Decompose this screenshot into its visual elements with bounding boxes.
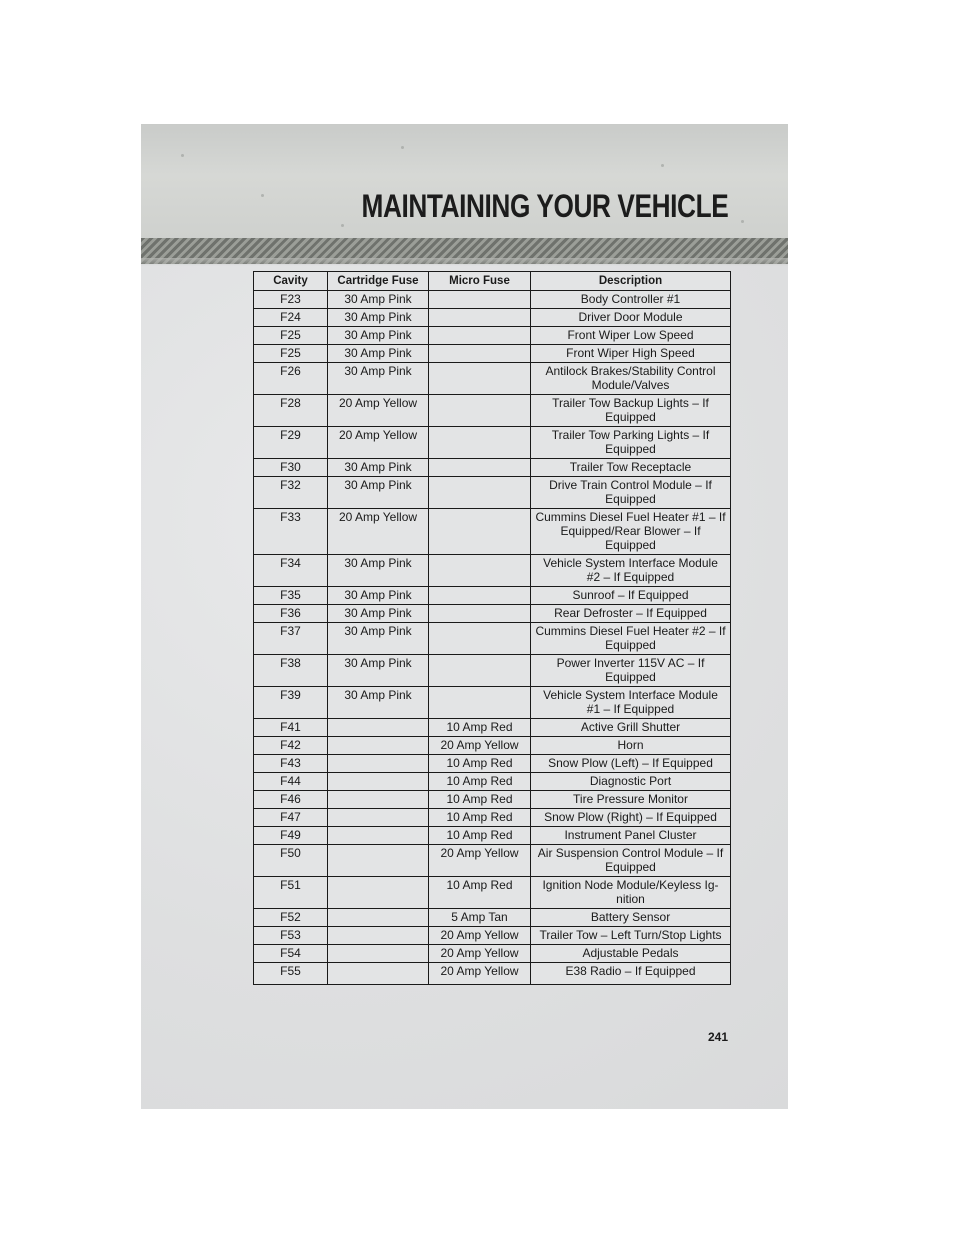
cell-micro xyxy=(429,309,531,327)
table-row xyxy=(254,845,731,877)
cell-cavity: F41 xyxy=(254,719,328,737)
cell-description: E38 Radio – If Equipped xyxy=(531,963,731,985)
cell-micro: 10 Amp Red xyxy=(429,827,531,845)
cell-cartridge: 20 Amp Yellow xyxy=(328,509,429,555)
cell-description: Diagnostic Port xyxy=(531,773,731,791)
fuse-table xyxy=(253,271,731,985)
cell-micro xyxy=(429,587,531,605)
cell-cartridge xyxy=(328,845,429,877)
cell-description: Ignition Node Module/Keyless Ig- nition xyxy=(531,877,731,909)
table-row xyxy=(254,909,731,927)
cell-cartridge xyxy=(328,827,429,845)
cell-cartridge: 20 Amp Yellow xyxy=(328,395,429,427)
cell-cavity: F24 xyxy=(254,309,328,327)
texture-speck xyxy=(341,224,344,227)
cell-cartridge: 30 Amp Pink xyxy=(328,477,429,509)
cell-description: Instrument Panel Cluster xyxy=(531,827,731,845)
cell-micro: 20 Amp Yellow xyxy=(429,963,531,985)
cell-cartridge: 30 Amp Pink xyxy=(328,327,429,345)
table-row xyxy=(254,587,731,605)
cell-micro: 10 Amp Red xyxy=(429,877,531,909)
cell-cartridge: 30 Amp Pink xyxy=(328,623,429,655)
table-row xyxy=(254,809,731,827)
cell-micro: 20 Amp Yellow xyxy=(429,945,531,963)
cell-micro: 20 Amp Yellow xyxy=(429,737,531,755)
cell-cartridge: 30 Amp Pink xyxy=(328,345,429,363)
table-row xyxy=(254,509,731,555)
table-row xyxy=(254,827,731,845)
table-row xyxy=(254,623,731,655)
cell-cartridge xyxy=(328,909,429,927)
table-row xyxy=(254,363,731,395)
cell-description: Power Inverter 115V AC – If Equipped xyxy=(531,655,731,687)
table-row xyxy=(254,309,731,327)
cell-cartridge: 30 Amp Pink xyxy=(328,687,429,719)
cell-description: Trailer Tow – Left Turn/Stop Lights xyxy=(531,927,731,945)
cell-cavity: F39 xyxy=(254,687,328,719)
table-row xyxy=(254,427,731,459)
cell-description: Snow Plow (Right) – If Equipped xyxy=(531,809,731,827)
cell-cavity: F46 xyxy=(254,791,328,809)
texture-speck xyxy=(261,194,264,197)
cell-cavity: F25 xyxy=(254,345,328,363)
cell-micro: 10 Amp Red xyxy=(429,719,531,737)
table-row xyxy=(254,755,731,773)
cell-description: Sunroof – If Equipped xyxy=(531,587,731,605)
cell-cartridge: 30 Amp Pink xyxy=(328,655,429,687)
cell-description: Driver Door Module xyxy=(531,309,731,327)
cell-cartridge: 30 Amp Pink xyxy=(328,363,429,395)
texture-speck xyxy=(181,154,184,157)
table-row xyxy=(254,459,731,477)
cell-micro: 5 Amp Tan xyxy=(429,909,531,927)
cell-micro: 20 Amp Yellow xyxy=(429,845,531,877)
cell-micro xyxy=(429,655,531,687)
cell-cavity: F28 xyxy=(254,395,328,427)
cell-cavity: F33 xyxy=(254,509,328,555)
cell-description: Trailer Tow Backup Lights – If Equipped xyxy=(531,395,731,427)
cell-micro xyxy=(429,459,531,477)
cell-description: Air Suspension Control Module – If Equipped xyxy=(531,845,731,877)
table-row xyxy=(254,791,731,809)
table-header-row xyxy=(254,272,731,291)
cell-cartridge xyxy=(328,927,429,945)
column-header-cavity: Cavity xyxy=(254,272,328,291)
cell-micro: 10 Amp Red xyxy=(429,773,531,791)
cell-cartridge xyxy=(328,963,429,985)
cell-cavity: F55 xyxy=(254,963,328,985)
cell-cartridge xyxy=(328,809,429,827)
cell-cavity: F38 xyxy=(254,655,328,687)
cell-micro xyxy=(429,427,531,459)
column-header-description: Description xyxy=(531,272,731,291)
table-row xyxy=(254,605,731,623)
cell-cavity: F43 xyxy=(254,755,328,773)
cell-description: Body Controller #1 xyxy=(531,291,731,309)
cell-cartridge xyxy=(328,791,429,809)
table-row xyxy=(254,945,731,963)
cell-cavity: F37 xyxy=(254,623,328,655)
cell-description: Vehicle System Interface Module #1 – If Equipped xyxy=(531,687,731,719)
cell-description: Snow Plow (Left) – If Equipped xyxy=(531,755,731,773)
cell-description: Drive Train Control Module – If Equipped xyxy=(531,477,731,509)
cell-cartridge: 30 Amp Pink xyxy=(328,555,429,587)
cell-description: Active Grill Shutter xyxy=(531,719,731,737)
cell-micro: 10 Amp Red xyxy=(429,755,531,773)
table-row xyxy=(254,737,731,755)
cell-micro xyxy=(429,395,531,427)
cell-cavity: F53 xyxy=(254,927,328,945)
texture-speck xyxy=(741,220,744,223)
cell-micro xyxy=(429,605,531,623)
cell-cavity: F36 xyxy=(254,605,328,623)
cell-cavity: F44 xyxy=(254,773,328,791)
table-row xyxy=(254,477,731,509)
cell-micro xyxy=(429,345,531,363)
table-row xyxy=(254,345,731,363)
table-row xyxy=(254,687,731,719)
cell-cartridge: 30 Amp Pink xyxy=(328,309,429,327)
cell-micro xyxy=(429,555,531,587)
texture-speck xyxy=(401,146,404,149)
table-row xyxy=(254,327,731,345)
table-row xyxy=(254,773,731,791)
cell-cavity: F29 xyxy=(254,427,328,459)
cell-description: Battery Sensor xyxy=(531,909,731,927)
cell-cartridge xyxy=(328,945,429,963)
cell-cavity: F25 xyxy=(254,327,328,345)
cell-description: Trailer Tow Receptacle xyxy=(531,459,731,477)
cell-micro xyxy=(429,509,531,555)
table-row xyxy=(254,291,731,309)
cell-micro xyxy=(429,363,531,395)
cell-cartridge: 30 Amp Pink xyxy=(328,605,429,623)
stripe-shadow xyxy=(141,258,788,266)
cell-cavity: F35 xyxy=(254,587,328,605)
cell-description: Trailer Tow Parking Lights – If Equipped xyxy=(531,427,731,459)
page-number: 241 xyxy=(708,1030,729,1044)
cell-description: Cummins Diesel Fuel Heater #1 – If Equipped/Rear Blower – If Equipped xyxy=(531,509,731,555)
cell-description: Cummins Diesel Fuel Heater #2 – If Equipped xyxy=(531,623,731,655)
cell-cartridge xyxy=(328,773,429,791)
cell-description: Front Wiper High Speed xyxy=(531,345,731,363)
table-row xyxy=(254,555,731,587)
cell-micro: 20 Amp Yellow xyxy=(429,927,531,945)
cell-cavity: F51 xyxy=(254,877,328,909)
table-row xyxy=(254,395,731,427)
texture-speck xyxy=(661,164,664,167)
cell-description: Front Wiper Low Speed xyxy=(531,327,731,345)
cell-cavity: F50 xyxy=(254,845,328,877)
section-title: MAINTAINING YOUR VEHICLE xyxy=(361,188,728,224)
cell-cavity: F26 xyxy=(254,363,328,395)
cell-cavity: F49 xyxy=(254,827,328,845)
cell-cartridge xyxy=(328,737,429,755)
cell-cartridge: 30 Amp Pink xyxy=(328,587,429,605)
cell-cavity: F42 xyxy=(254,737,328,755)
table-row xyxy=(254,655,731,687)
fuse-table-body xyxy=(254,291,731,985)
table-row xyxy=(254,963,731,985)
cell-micro: 10 Amp Red xyxy=(429,791,531,809)
cell-micro xyxy=(429,623,531,655)
cell-micro xyxy=(429,477,531,509)
cell-cartridge: 20 Amp Yellow xyxy=(328,427,429,459)
cell-micro: 10 Amp Red xyxy=(429,809,531,827)
cell-cavity: F34 xyxy=(254,555,328,587)
column-header-micro-fuse: Micro Fuse xyxy=(429,272,531,291)
section-header-banner xyxy=(141,124,788,238)
column-header-cartridge-fuse: Cartridge Fuse xyxy=(328,272,429,291)
cell-description: Tire Pressure Monitor xyxy=(531,791,731,809)
cell-description: Horn xyxy=(531,737,731,755)
cell-cartridge: 30 Amp Pink xyxy=(328,459,429,477)
cell-cartridge xyxy=(328,755,429,773)
cell-cavity: F23 xyxy=(254,291,328,309)
table-row xyxy=(254,719,731,737)
cell-description: Antilock Brakes/Stability Control Module/Valves xyxy=(531,363,731,395)
cell-micro xyxy=(429,291,531,309)
cell-cartridge xyxy=(328,719,429,737)
cell-cavity: F47 xyxy=(254,809,328,827)
cell-cavity: F32 xyxy=(254,477,328,509)
cell-micro xyxy=(429,327,531,345)
cell-description: Vehicle System Interface Module #2 – If Equipped xyxy=(531,555,731,587)
cell-cartridge: 30 Amp Pink xyxy=(328,291,429,309)
cell-description: Rear Defroster – If Equipped xyxy=(531,605,731,623)
cell-description: Adjustable Pedals xyxy=(531,945,731,963)
table-row xyxy=(254,877,731,909)
table-row xyxy=(254,927,731,945)
cell-cavity: F52 xyxy=(254,909,328,927)
cell-cavity: F54 xyxy=(254,945,328,963)
cell-cavity: F30 xyxy=(254,459,328,477)
cell-micro xyxy=(429,687,531,719)
cell-cartridge xyxy=(328,877,429,909)
